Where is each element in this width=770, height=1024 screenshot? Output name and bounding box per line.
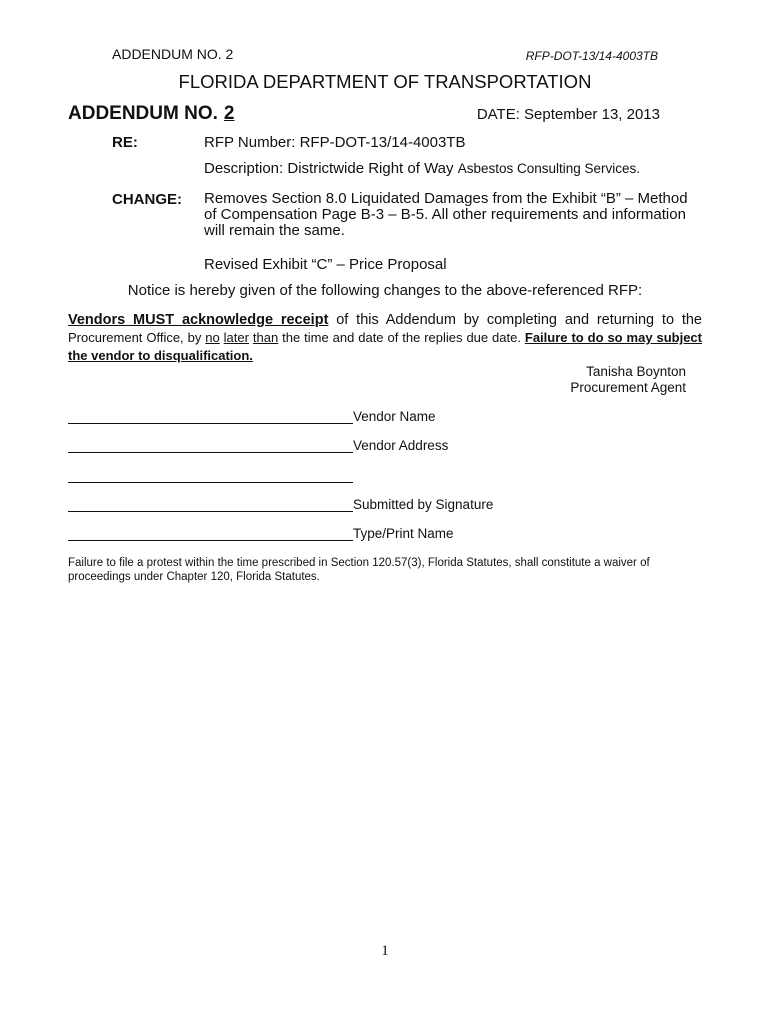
acknowledge-part1: of this Addendum by completing and returning to the	[328, 312, 702, 328]
acknowledge-part2: Procurement Office, by	[68, 330, 206, 345]
re-label: RE:	[112, 134, 138, 151]
vendor-address-line[interactable]	[68, 452, 353, 453]
acknowledge-paragraph	[68, 311, 702, 365]
acknowledge-than: than	[252, 330, 279, 345]
addendum-date: DATE: September 13, 2013	[476, 106, 660, 123]
description	[204, 160, 640, 177]
procurement-agent	[570, 364, 686, 396]
addendum-number: 2	[223, 103, 235, 124]
addendum-prefix: ADDENDUM NO.	[68, 103, 218, 124]
agent-name: Tanisha Boynton	[586, 364, 686, 379]
acknowledge-part3: the time and date of the replies due date.	[278, 330, 525, 345]
header-addendum-label: ADDENDUM NO. 2	[112, 46, 234, 62]
description-value: Asbestos Consulting Services.	[457, 161, 641, 176]
revised-exhibit: Revised Exhibit “C” – Price Proposal	[204, 256, 447, 273]
vendor-address-line-2[interactable]	[68, 482, 353, 483]
rfp-number: RFP Number: RFP-DOT-13/14-4003TB	[204, 134, 466, 151]
agent-title: Procurement Agent	[570, 380, 686, 395]
page-number: 1	[381, 943, 389, 959]
addendum-heading	[68, 103, 238, 125]
vendor-name-line[interactable]	[68, 423, 353, 424]
vendor-name-label: Vendor Name	[353, 409, 436, 424]
submitted-by-signature-label: Submitted by Signature	[353, 497, 494, 512]
type-print-name-line[interactable]	[68, 540, 353, 541]
protest-notice: Failure to file a protest within the time prescribed in Section 120.57(3), Florida Statutes, shall constitute a waiver of proceedings under Chapter 120, Florida Statutes.	[68, 557, 650, 583]
agency-title: FLORIDA DEPARTMENT OF TRANSPORTATION	[178, 71, 592, 92]
vendor-address-label: Vendor Address	[353, 438, 449, 453]
type-print-name-label: Type/Print Name	[353, 526, 454, 541]
description-label: Description: Districtwide Right of Way	[204, 160, 454, 177]
header-rfp-reference: RFP-DOT-13/14-4003TB	[525, 49, 658, 63]
change-body: Removes Section 8.0 Liquidated Damages from the Exhibit “B” – Method of Compensation Page B-3 – B-5. All other requirements and information will remain the same.	[204, 190, 688, 239]
notice-text: Notice is hereby given of the following changes to the above-referenced RFP:	[127, 282, 643, 299]
acknowledge-no: no	[205, 330, 220, 345]
acknowledge-lead: Vendors MUST acknowledge receipt	[68, 312, 329, 328]
acknowledge-later: later	[223, 330, 249, 345]
signature-line[interactable]	[68, 511, 353, 512]
disqualification-warning: Failure to do so may subject the vendor to disqualification.	[68, 330, 702, 363]
change-label: CHANGE:	[112, 191, 182, 208]
